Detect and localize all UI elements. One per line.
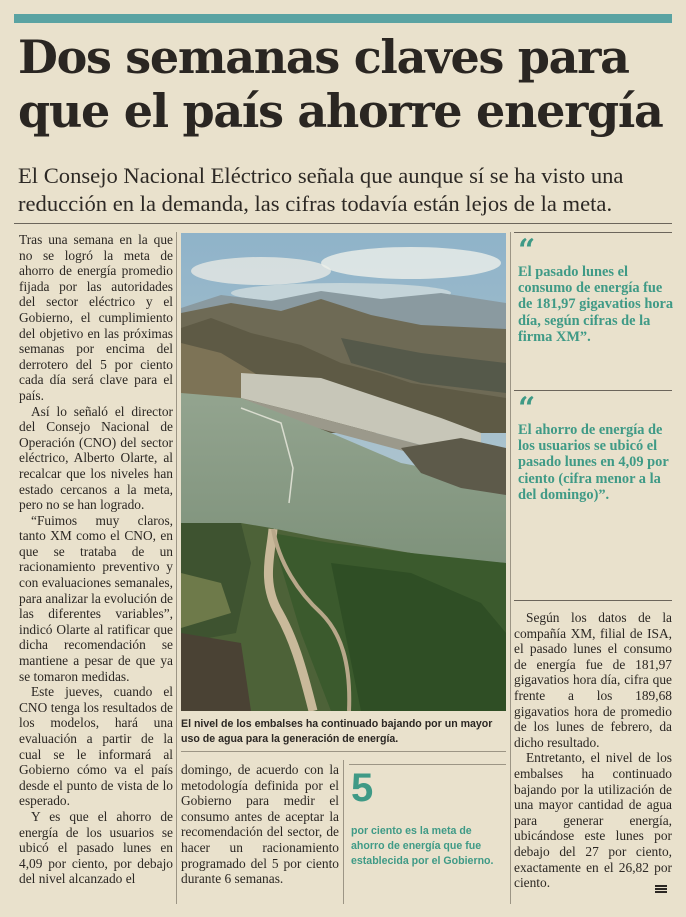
column-divider-2 — [343, 760, 344, 904]
paragraph: “Fuimos muy claros, tanto XM como el CNO, en que se trataba de un racionamiento preventivo y con evaluaciones semanales, para analizar la evolución de las diferentes variables”, indicó Olarte al ratificar que dicha recomendación se mantiene a pesar de que ya se tomaron medidas. — [19, 512, 173, 684]
pull-quote-text: El ahorro de energía de los usuarios se ubicó el pasado lunes en 4,09 por ciento (cifra menor a la del domingo)”. — [518, 422, 669, 503]
deck-subtitle: El Consejo Nacional Eléctrico señala que aunque sí se ha visto una reducción en la demanda, las cifras todavía están lejos de la meta. — [18, 163, 624, 216]
pull-quote-2 — [518, 391, 678, 503]
end-of-article-icon — [655, 885, 667, 893]
quote-divider-bottom — [514, 600, 672, 601]
headline-line-1: Dos semanas claves para — [18, 30, 629, 84]
paragraph: domingo, de acuerdo con la metodología definida por el Gobierno para medir el consumo antes de aceptar la recomendación del sector, de hacer un racionamiento programado del 5 por ciento durante 6 semanas. — [181, 762, 339, 887]
body-column-2 — [181, 762, 339, 887]
stat-number: 5 — [351, 766, 374, 810]
stat-description: por ciento es la meta de ahorro de energía que fue establecida por el Gobierno. — [351, 825, 494, 867]
reservoir-photo — [181, 233, 506, 711]
paragraph: Y es que el ahorro de energía de los usuarios se ubicó el pasado lunes en 4,09 por ciento, por debajo del nivel alcanzado el — [19, 808, 173, 887]
body-column-4 — [514, 610, 672, 891]
paragraph: Entretanto, el nivel de los embalses ha continuado bajando por la utilización de una mayor cantidad de agua para generar energía, ubicándose este lunes por debajo del 27 por ciento, exactamente en el 26,82 por ciento. — [514, 750, 672, 891]
column-divider-3 — [510, 232, 511, 904]
stat-divider — [349, 764, 506, 765]
paragraph: Tras una semana en la que no se logró la meta de ahorro de energía promedio fijada por las autoridades del sector eléctrico y el Gobierno, el cumplimiento del objetivo en las próximas semanas por encima del derrotero del 5 por ciento cada día será clave para el país. — [19, 232, 173, 403]
pull-quote-text: El pasado lunes el consumo de energía fue de 181,97 gigavatios hora día, según cifras de la firma XM”. — [518, 264, 674, 345]
caption-divider — [181, 751, 506, 752]
paragraph: Este jueves, cuando el CNO tenga los resultados de los modelos, hará una evaluación a partir de la cual se le informará al Gobierno cómo va el país desde el punto de vista de lo esperado. — [19, 684, 173, 809]
paragraph: Según los datos de la compañía XM, filial de ISA, el pasado lunes el consumo de energía fue de 181,97 gigavatios hora día, cifra que frente a los 189,68 gigavatios hora de promedio de los lunes de febrero, da dicho resultado. — [514, 610, 672, 750]
quote-mark-icon: “ — [518, 233, 536, 268]
section-top-bar — [14, 14, 672, 23]
headline-line-2: que el país ahorre energía — [18, 84, 663, 138]
column-divider-1 — [176, 232, 177, 904]
body-column-1 — [19, 232, 173, 887]
quote-divider-middle — [514, 390, 672, 391]
deck-divider — [14, 223, 672, 224]
quote-mark-icon: “ — [518, 391, 536, 426]
pull-quote-1 — [518, 233, 678, 345]
headline — [18, 30, 673, 138]
photo-caption: El nivel de los embalses ha continuado bajando por un mayor uso de agua para la generación de energía. — [181, 718, 493, 745]
quote-divider-top — [514, 232, 672, 233]
paragraph: Así lo señaló el director del Consejo Nacional de Operación (CNO) del sector eléctrico, Alberto Olarte, al recalcar que los niveles han estado cercanos a la meta, pero no se han logrado. — [19, 403, 173, 513]
